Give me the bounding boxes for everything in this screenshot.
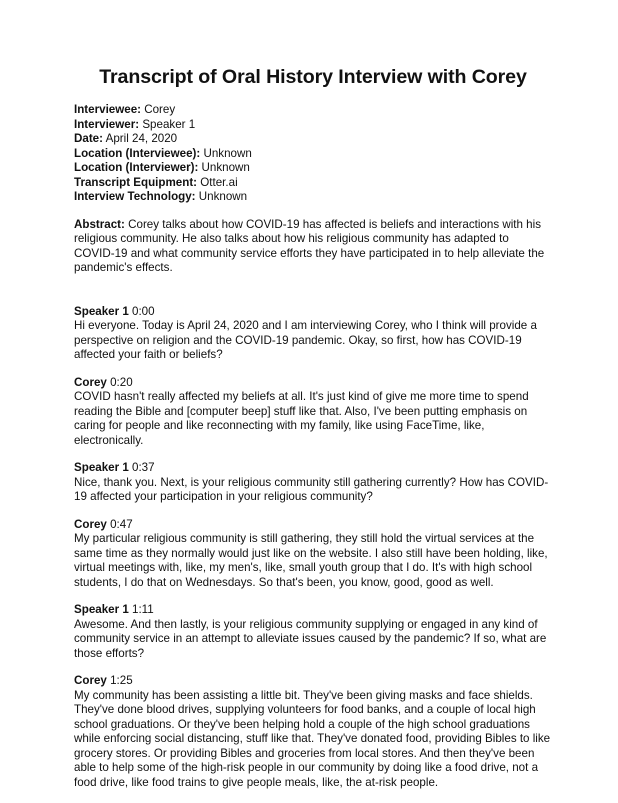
speaker-name: Corey [74,375,107,389]
meta-value: Speaker 1 [139,117,196,131]
meta-value: Unknown [195,190,248,203]
speaker-name: Speaker 1 [74,603,129,616]
speaker-name: Speaker 1 [74,304,129,318]
speaker-name: Corey [74,517,107,531]
timestamp: 0:37 [128,461,155,474]
entry-header [74,674,552,689]
transcript-entry [74,518,552,591]
entry-header [74,305,552,320]
speaker-name: Corey [74,674,107,687]
meta-location-interviewee [74,147,552,162]
entry-header [74,603,552,618]
transcript-entry [74,461,552,505]
transcript-entry [74,603,552,661]
transcript-entries [74,305,552,791]
meta-interviewer [74,118,552,133]
meta-label: Location (Interviewee): [74,146,201,160]
speaker-name: Speaker 1 [74,461,129,474]
entry-header [74,376,552,391]
meta-value: Unknown [200,146,252,160]
meta-value: Otter.ai [197,175,238,189]
timestamp: 0:47 [106,517,133,531]
transcript-entry [74,674,552,790]
meta-label: Interview Technology: [74,190,196,203]
abstract-text: Corey talks about how COVID-19 has affected is beliefs and interactions with his religious community. He also talks about how his religious community has adapted to COVID-19 and what community service efforts they have participated in to help alleviate the pandemic's effects. [74,217,545,274]
meta-label: Transcript Equipment: [74,175,198,189]
timestamp: 1:11 [128,603,154,616]
meta-interviewee [74,103,552,118]
entry-header [74,518,552,533]
entry-text: Nice, thank you. Next, is your religious community still gathering currently? How has COVID-19 affected your participation in your religious community? [74,475,549,503]
entry-text: My community has been assisting a little bit. They've been giving masks and face shields. They've done blood drives, supplying volunteers for food banks, and a couple of local high school graduations. Or they've been helping hold a couple of the high school graduations while enforcing social distancing, stuff like that. They've donated food, providing Bibles to like grocery stores. Or providing Bibles and groceries from local stores. And then they've been able to help some of the high-risk people in our community by doing like a food drive, not a food drive, like food trains to give people meals, like, the at-risk people. [74,688,551,789]
meta-label: Interviewer: [74,117,140,131]
transcript-page [74,66,552,803]
timestamp: 0:20 [106,375,133,389]
transcript-entry [74,305,552,363]
meta-date [74,132,552,147]
interview-metadata [74,103,552,205]
entry-header [74,461,552,476]
meta-interview-technology [74,190,552,205]
entry-text: Awesome. And then lastly, is your religious community supplying or engaged in any kind of community service in an attempt to alleviate issues caused by the pandemic? If so, what are those efforts? [74,617,547,660]
abstract [74,218,552,276]
timestamp: 0:00 [128,304,155,318]
entry-text: Hi everyone. Today is April 24, 2020 and I am interviewing Corey, who I think will provide a perspective on religion and the COVID-19 pandemic. Okay, so first, how has COVID-19 affected your faith or beliefs? [74,319,537,361]
abstract-label: Abstract: [74,217,125,231]
meta-label: Location (Interviewer): [74,161,199,174]
transcript-entry [74,376,552,449]
entry-text: My particular religious community is still gathering, they still hold the virtual services at the same time as they normally would just like on the website. I also still have been holding, like, virtual meetings with, like, my men's, like, small youth group that I do. It's with high school students, I do that on Wednesdays. So that's been, you know, good, good as well. [74,532,548,589]
timestamp: 1:25 [106,674,133,687]
entry-text: COVID hasn't really affected my beliefs at all. It's just kind of give me more time to spend reading the Bible and [computer beep] stuff like that. Also, I've been putting emphasis on caring for people and like reconnecting with my family, like using FaceTime, like, electronically. [74,390,529,447]
meta-label: Date: [74,132,103,145]
meta-value: April 24, 2020 [103,132,178,145]
meta-value: Corey [141,103,176,116]
meta-label: Interviewee: [74,103,142,116]
page-title: Transcript of Oral History Interview with Corey [99,66,527,88]
meta-value: Unknown [198,161,250,174]
meta-location-interviewer [74,161,552,176]
meta-transcript-equipment [74,176,552,191]
